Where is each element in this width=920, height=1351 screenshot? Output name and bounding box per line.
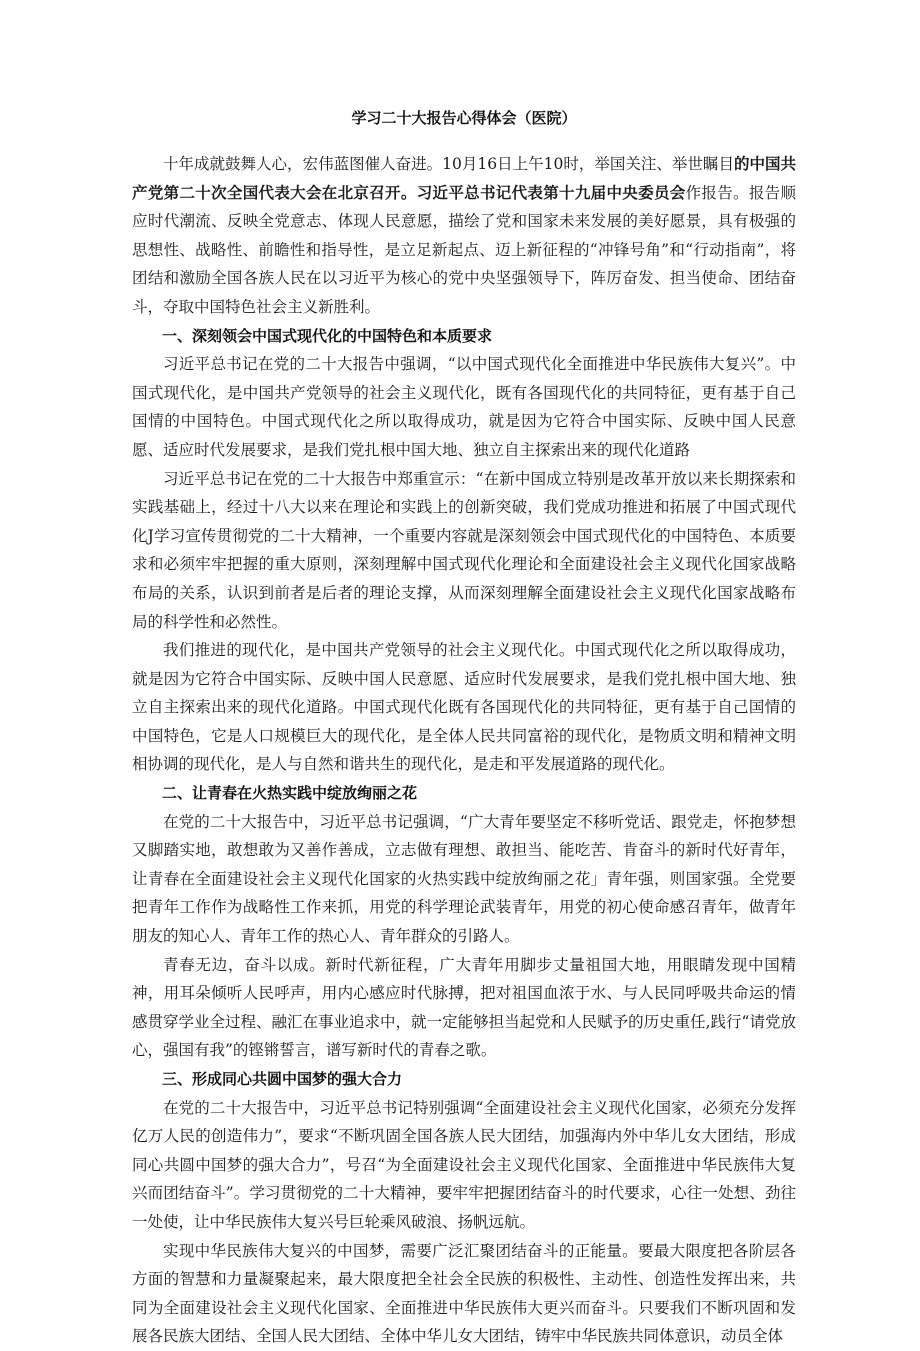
section-3-paragraph-1: 在党的二十大报告中，习近平总书记特别强调“全面建设社会主义现代化国家，必须充分发挥亿万人民的创造伟力”，要求“不断巩固全国各族人民大团结，加强海内外中华儿女大团结，形成同心共圆中国梦的强大合力”，号召“为全面建设社会主义现代化国家、全面推进中华民族伟大复兴而团结奋斗”。学习贯彻党的二十大精神，要牢牢把握团结奋斗的时代要求，心往一处想、劲往一处使，让中华民族伟大复兴号巨轮乘风破浪、扬帆远航。 bbox=[132, 1098, 796, 1231]
section-2-paragraph-1: 在党的二十大报告中，习近平总书记强调，“广大青年要坚定不移听党话、跟党走，怀抱梦想又脚踏实地，敢想敢为又善作善成，立志做有理想、敢担当、能吃苦、肯奋斗的新时代好青年，让青春在全面建设社会主义现代化国家的火热实践中绽放绚丽之花」青年强，则国家强。全党要把青年工作作为战略性工作来抓，用党的科学理论武装青年，用党的初心使命感召青年，做青年朋友的知心人、青年工作的热心人、青年群众的引路人。 bbox=[132, 812, 796, 946]
intro-text-part1: 十年成就鼓舞人心，宏伟蓝图催人奋进。10月16日上午10时，举国关注、举世瞩目 bbox=[163, 155, 734, 173]
document-page bbox=[132, 108, 796, 1351]
section-2-paragraph-2: 青春无边，奋斗以成。新时代新征程，广大青年用脚步丈量祖国大地，用眼睛发现中国精神，用耳朵倾听人民呼声，用内心感应时代脉搏，把对祖国血浓于水、与人民同呼吸共命运的情感贯穿学业全过程、融汇在事业追求中，就一定能够担当起党和人民赋予的历史重任,践行“请党放心，强国有我”的铿锵誓言，谱写新时代的青春之歌。 bbox=[132, 955, 796, 1060]
section-3-paragraph-2: 实现中华民族伟大复兴的中国梦，需要广泛汇聚团结奋斗的正能量。要最大限度把各阶层各方面的智慧和力量凝聚起来，最大限度把全社会全民族的积极性、主动性、创造性发挥出来，共同为全面建设社会主义现代化国家、全面推进中华民族伟大更兴而奋斗。只要我们不断巩固和发展各民族大团结、全国人民大团结、全体中华儿女大团结，铸牢中华民族共同体意识，动员全体 bbox=[132, 1241, 796, 1346]
section-2-heading: 二、让青春在火热实践中绽放绚丽之花 bbox=[162, 784, 418, 803]
section-1-paragraph-2: 习近平总书记在党的二十大报告中郑重宣示：“在新中国成立特别是改革开放以来长期探索和实践基础上，经过十八大以来在理论和实践上的创新突破，我们党成功推进和拓展了中国式现代化J学习宣传贯彻党的二十大精神，一个重要内容就是深刻领会中国式现代化的中国特色、本质要求和必须牢牢把握的重大原则，深刻理解中国式现代化理论和全面建设社会主义现代化国家战略布局的关系，认识到前者是后者的理论支撑，从而深刻理解全面建设社会主义现代化国家战略布局的科学性和必然性。 bbox=[132, 469, 796, 631]
intro-paragraph bbox=[132, 150, 796, 322]
intro-text-bold: 的中国共产党第二十次全国代表大会在北京召开。习近平总书记代表第十九届中央委员会 bbox=[132, 155, 796, 202]
section-1-heading: 一、深刻领会中国式现代化的中国特色和本质要求 bbox=[162, 326, 493, 345]
section-1-paragraph-3: 我们推进的现代化，是中国共产党领导的社会主义现代化。中国式现代化之所以取得成功，就是因为它符合中国实际、反映中国人民意愿、适应时代发展要求，是我们党扎根中国大地、独立自主探索出来的现代化道路。中国式现代化既有各国现代化的共同特征，更有基于自己国情的中国特色，它是人口规模巨大的现代化，是全体人民共同富裕的现代化，是物质文明和精神文明相协调的现代化，是人与自然和谐共生的现代化，是走和平发展道路的现代化。 bbox=[132, 641, 796, 774]
section-1-paragraph-1: 习近平总书记在党的二十大报告中强调，“以中国式现代化全面推进中华民族伟大复兴”。中国式现代化，是中国共产党领导的社会主义现代化，既有各国现代化的共同特征，更有基于自己国情的中国特色。中国式现代化之所以取得成功，就是因为它符合中国实际、反映中国人民意愿、适应时代发展要求，是我们党扎根中国大地、独立自主探索出来的现代化道路 bbox=[132, 355, 796, 459]
document-title: 学习二十大报告心得体会（医院） bbox=[351, 109, 577, 127]
section-3-heading: 三、形成同心共圆中国梦的强大合力 bbox=[162, 1070, 403, 1088]
intro-text-part3: 作报告。报告顺应时代潮流、反映全党意志、体现人民意愿，描绘了党和国家未来发展的美好愿景，具有极强的思想性、战略性、前瞻性和指导性，是立足新起点、迈上新征程的“冲锋号角”和“行动指南”，将团结和激励全国各族人民在以习近平为核心的党中央坚强领导下，阵厉奋发、担当使命、团结奋斗，夺取中国特色社会主义新胜利。 bbox=[132, 183, 796, 316]
